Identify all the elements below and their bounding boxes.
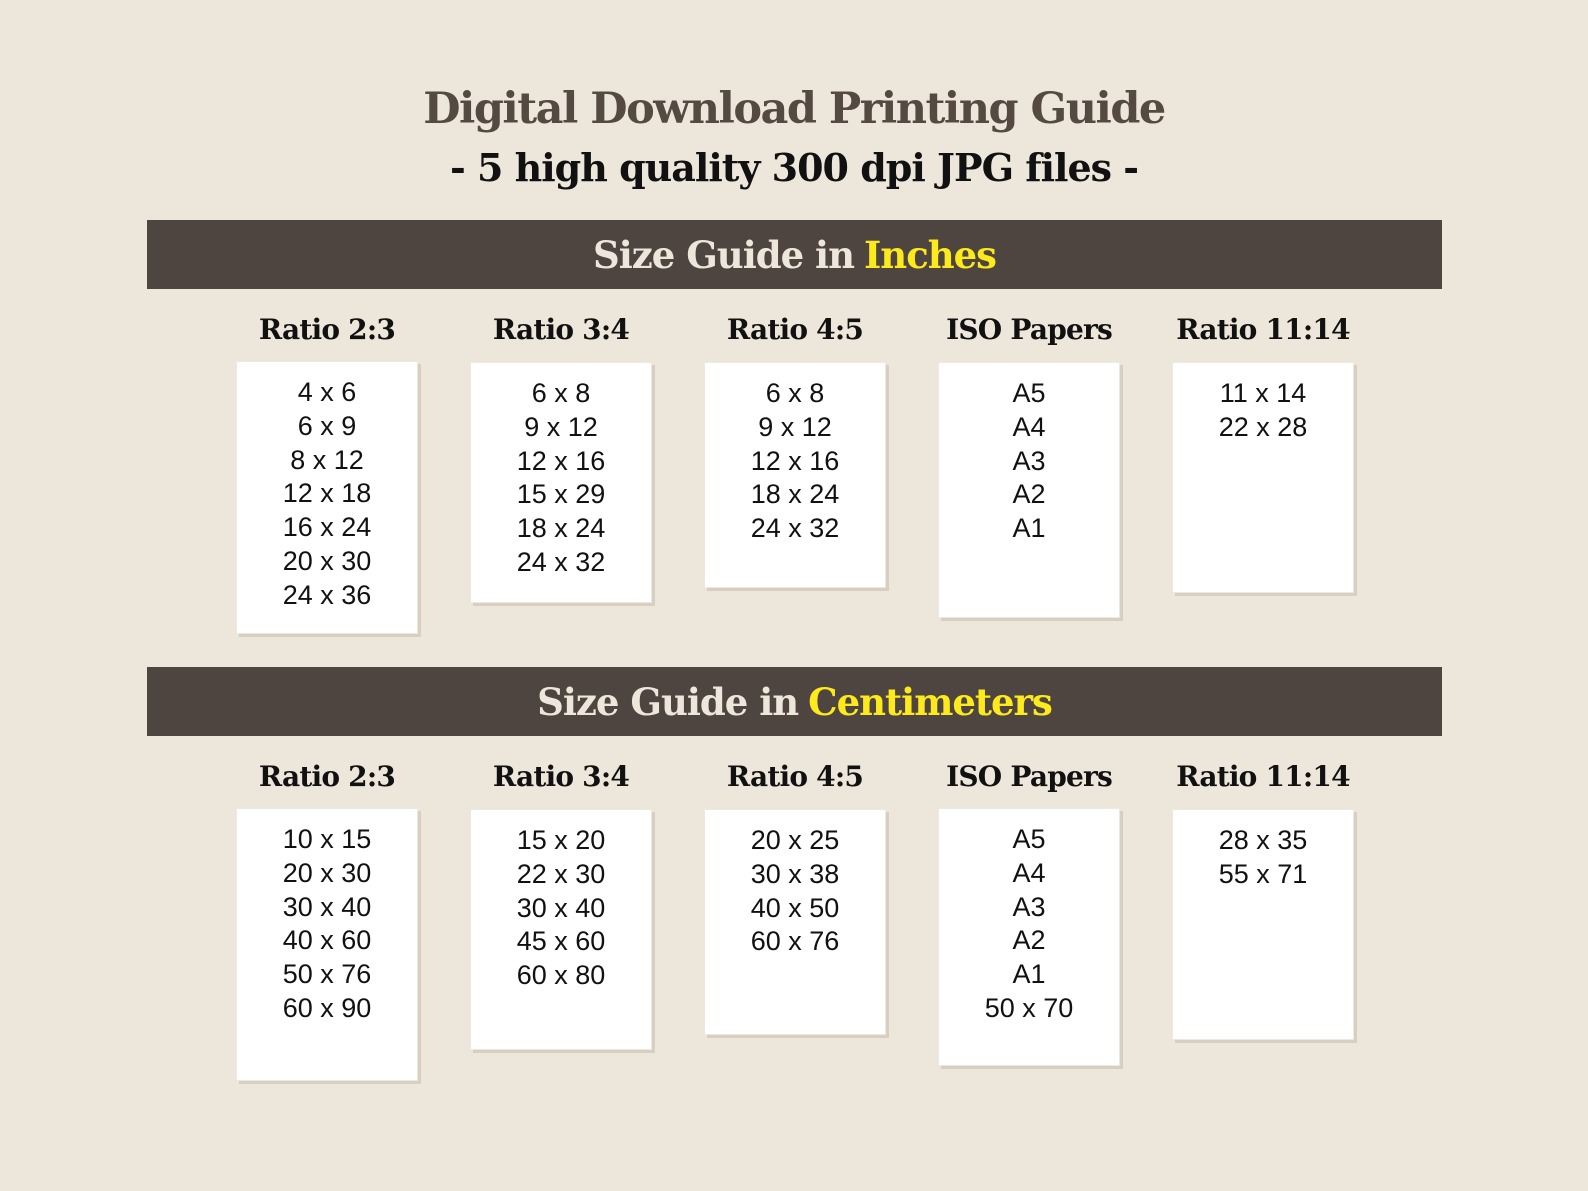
column-heading: Ratio 2:3 — [258, 760, 396, 793]
size-item: A4 — [1012, 857, 1046, 888]
size-item: 20 x 30 — [282, 545, 372, 576]
column-heading: ISO Papers — [946, 760, 1112, 793]
size-item: 40 x 50 — [750, 892, 840, 923]
size-item: 22 x 30 — [516, 858, 606, 889]
size-item: 30 x 38 — [750, 858, 840, 889]
size-card — [1172, 362, 1354, 593]
size-item: 28 x 35 — [1218, 825, 1308, 855]
size-item: 60 x 80 — [516, 960, 606, 991]
size-item: 45 x 60 — [516, 926, 606, 957]
size-card — [470, 362, 652, 603]
size-item: A4 — [1012, 411, 1046, 442]
column-heading: Ratio 2:3 — [258, 313, 396, 346]
size-item: 30 x 40 — [282, 891, 372, 922]
size-item: A5 — [1012, 378, 1046, 408]
size-item: 10 x 15 — [282, 824, 372, 854]
size-item: 18 x 24 — [750, 479, 840, 510]
size-item: A3 — [1012, 891, 1046, 922]
size-card — [470, 809, 652, 1050]
size-item: 15 x 20 — [516, 825, 606, 855]
size-card — [1172, 809, 1354, 1040]
size-item: 12 x 16 — [750, 445, 840, 476]
size-item: A3 — [1012, 445, 1046, 476]
size-item: A1 — [1012, 959, 1046, 990]
size-item: A1 — [1012, 513, 1046, 544]
size-item: 16 x 24 — [282, 512, 372, 543]
column-heading: Ratio 4:5 — [726, 313, 864, 346]
size-item: 11 x 14 — [1219, 378, 1307, 408]
size-card — [938, 362, 1120, 618]
size-item: A2 — [1012, 479, 1046, 510]
size-item: 30 x 40 — [516, 892, 606, 923]
page-title: Digital Download Printing Guide — [423, 84, 1165, 134]
size-item: 50 x 70 — [984, 992, 1074, 1023]
banner-unit: Inches — [864, 232, 997, 277]
size-item: 15 x 29 — [516, 479, 606, 510]
column-heading: ISO Papers — [946, 313, 1112, 346]
column-heading: Ratio 11:14 — [1176, 760, 1350, 793]
size-item: 60 x 76 — [750, 926, 840, 957]
size-item: 18 x 24 — [516, 513, 606, 544]
section-banner-inches — [147, 220, 1442, 289]
banner-label: Size Guide in — [592, 232, 854, 277]
size-item: 12 x 16 — [516, 445, 606, 476]
size-card — [938, 808, 1120, 1066]
size-card — [704, 362, 886, 588]
size-item: 24 x 36 — [282, 579, 372, 610]
size-item: 20 x 30 — [282, 857, 372, 888]
column-heading: Ratio 4:5 — [726, 760, 864, 793]
column-heading: Ratio 3:4 — [492, 313, 630, 346]
page-subtitle: - 5 high quality 300 dpi JPG files - — [449, 145, 1139, 190]
size-item: 6 x 8 — [765, 378, 825, 408]
column-heading: Ratio 11:14 — [1176, 313, 1350, 346]
size-item: 6 x 9 — [297, 410, 357, 441]
size-item: A2 — [1012, 925, 1046, 956]
size-item: 55 x 71 — [1218, 858, 1308, 889]
size-item: 24 x 32 — [750, 513, 840, 544]
size-card — [236, 808, 418, 1081]
size-item: 50 x 76 — [282, 959, 372, 990]
size-card — [236, 361, 418, 634]
size-item: 9 x 12 — [758, 411, 832, 442]
size-item: 20 x 25 — [750, 825, 840, 855]
size-item: 24 x 32 — [516, 546, 606, 577]
size-item: 40 x 60 — [282, 925, 372, 956]
banner-unit: Centimeters — [808, 679, 1052, 724]
size-item: 6 x 8 — [531, 378, 591, 408]
section-banner-centimeters — [147, 667, 1442, 736]
size-item: 9 x 12 — [524, 411, 598, 442]
size-item: 60 x 90 — [282, 992, 372, 1023]
size-item: 8 x 12 — [290, 444, 364, 475]
size-card — [704, 809, 886, 1035]
size-item: A5 — [1012, 824, 1046, 854]
size-item: 4 x 6 — [297, 377, 357, 407]
size-item: 12 x 18 — [282, 478, 372, 509]
banner-label: Size Guide in — [537, 679, 799, 724]
size-item: 22 x 28 — [1218, 411, 1308, 442]
column-heading: Ratio 3:4 — [492, 760, 630, 793]
